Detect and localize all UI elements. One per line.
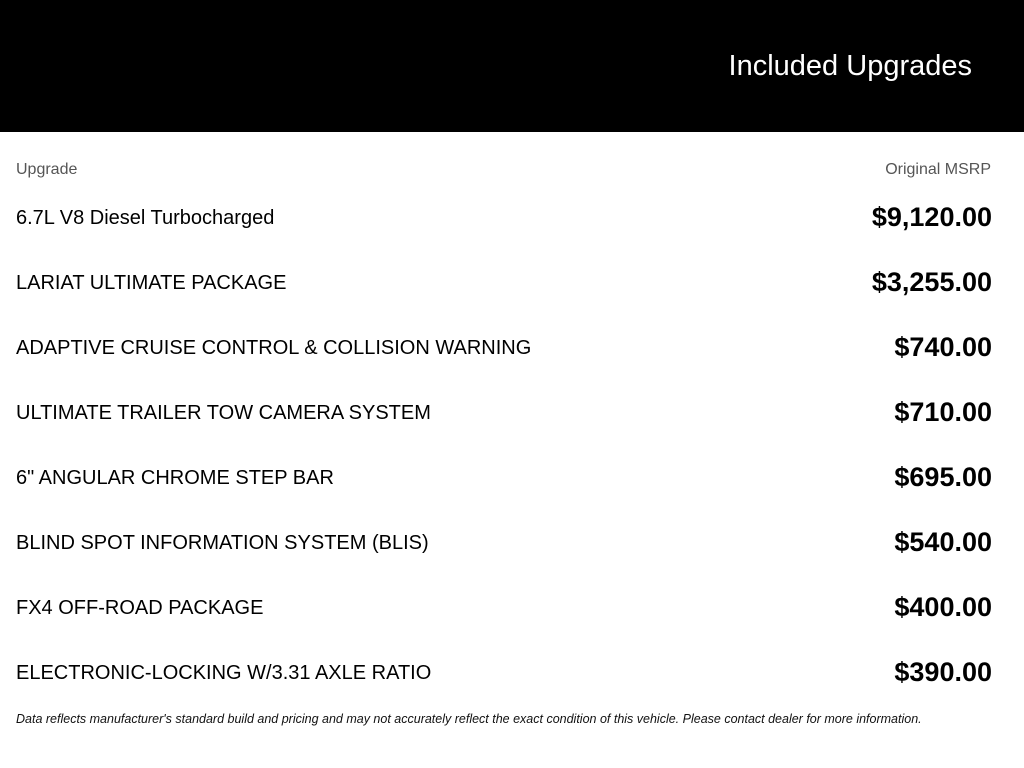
page-title: Included Upgrades	[728, 50, 972, 82]
table-row	[16, 380, 992, 445]
upgrade-column-header: Upgrade	[16, 161, 78, 178]
upgrade-name: ELECTRONIC-LOCKING W/3.31 AXLE RATIO	[16, 662, 432, 684]
upgrade-price: $740.00	[894, 332, 992, 362]
upgrade-price: $390.00	[894, 657, 992, 687]
table-row	[16, 510, 992, 575]
disclaimer-text: Data reflects manufacturer's standard build and pricing and may not accurately reflect the exact condition of this vehicle. Please contact dealer for more information.	[16, 712, 922, 726]
upgrade-price: $710.00	[894, 397, 992, 427]
table-row	[16, 315, 992, 380]
page-header	[0, 0, 1024, 132]
upgrade-price: $695.00	[894, 462, 992, 492]
upgrades-table	[16, 185, 992, 705]
upgrade-name: 6" ANGULAR CHROME STEP BAR	[16, 467, 334, 489]
table-row	[16, 575, 992, 640]
upgrade-name: ULTIMATE TRAILER TOW CAMERA SYSTEM	[16, 402, 431, 424]
upgrade-name: 6.7L V8 Diesel Turbocharged	[16, 207, 275, 229]
table-row	[16, 185, 992, 250]
table-row	[16, 250, 992, 315]
upgrade-price: $400.00	[894, 592, 992, 622]
table-row	[16, 445, 992, 510]
upgrade-name: FX4 OFF-ROAD PACKAGE	[16, 597, 264, 619]
table-row	[16, 640, 992, 705]
upgrade-name: ADAPTIVE CRUISE CONTROL & COLLISION WARNING	[16, 337, 532, 359]
upgrade-name: BLIND SPOT INFORMATION SYSTEM (BLIS)	[16, 532, 429, 554]
msrp-column-header: Original MSRP	[885, 161, 991, 178]
upgrade-name: LARIAT ULTIMATE PACKAGE	[16, 272, 287, 294]
upgrade-price: $540.00	[894, 527, 992, 557]
upgrade-price: $9,120.00	[871, 202, 992, 232]
upgrade-price: $3,255.00	[871, 267, 992, 297]
